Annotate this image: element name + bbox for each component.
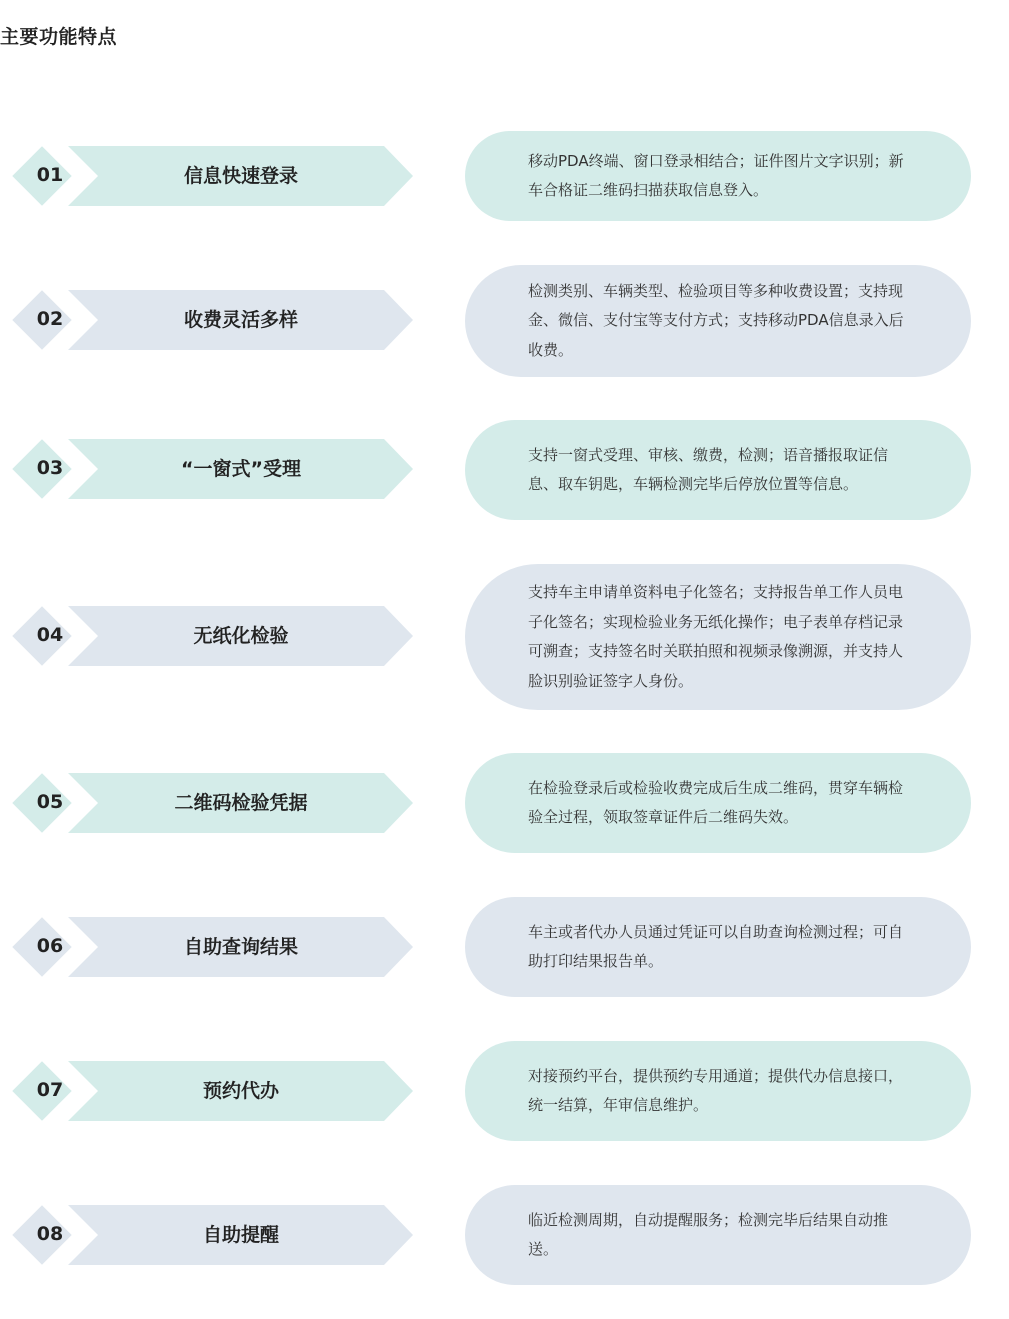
- feature-title: 自助提醒: [202, 1224, 279, 1246]
- feature-title: 无纸化检验: [193, 625, 289, 647]
- description-pill: [465, 564, 971, 710]
- feature-number: 07: [36, 1079, 64, 1101]
- feature-number: 08: [36, 1223, 64, 1245]
- description-pill: [465, 420, 971, 520]
- feature-number: 05: [36, 791, 64, 813]
- feature-title: 二维码检验凭据: [174, 792, 308, 814]
- description-pill: [465, 1185, 971, 1285]
- feature-description: 车主或者代办人员通过凭证可以自助查询检测过程；可自助打印结果报告单。: [528, 922, 904, 970]
- description-pill: [465, 897, 971, 997]
- feature-title: 信息快速登录: [183, 165, 298, 187]
- feature-description: 移动PDA终端、窗口登录相结合；证件图片文字识别；新车合格证二维码扫描获取信息登入。: [528, 151, 904, 199]
- description-pill: [465, 131, 971, 221]
- feature-title: 自助查询结果: [183, 936, 298, 958]
- feature-number: 03: [36, 457, 64, 479]
- description-pill: [465, 1041, 971, 1141]
- description-pill: [465, 753, 971, 853]
- feature-description: 对接预约平台，提供预约专用通道；提供代办信息接口，统一结算，年审信息维护。: [528, 1066, 904, 1114]
- feature-number: 01: [36, 164, 64, 186]
- page-title: 主要功能特点: [0, 26, 118, 48]
- feature-title: 预约代办: [202, 1080, 279, 1102]
- feature-description: 支持车主申请单资料电子化签名；支持报告单工作人员电子化签名；实现检验业务无纸化操作；电子表单存档记录可溯查；支持签名时关联拍照和视频录像溯源，并支持人脸识别验证签字人身份。: [528, 583, 904, 690]
- feature-number: 06: [36, 935, 64, 957]
- feature-description: 在检验登录后或检验收费完成后生成二维码，贯穿车辆检验全过程，领取签章证件后二维码失效。: [528, 778, 904, 826]
- feature-title: “一窗式”受理: [181, 458, 301, 480]
- description-pill: [465, 265, 971, 377]
- feature-number: 02: [36, 308, 64, 330]
- feature-number: 04: [36, 624, 64, 646]
- feature-description: 支持一窗式受理、审核、缴费，检测；语音播报取证信息、取车钥匙，车辆检测完毕后停放位置等信息。: [528, 445, 889, 493]
- feature-description: 检测类别、车辆类型、检验项目等多种收费设置；支持现金、微信、支付宝等支付方式；支持移动PDA信息录入后收费。: [528, 281, 904, 359]
- feature-title: 收费灵活多样: [183, 309, 298, 331]
- feature-description: 临近检测周期，自动提醒服务；检测完毕后结果自动推送。: [528, 1210, 889, 1258]
